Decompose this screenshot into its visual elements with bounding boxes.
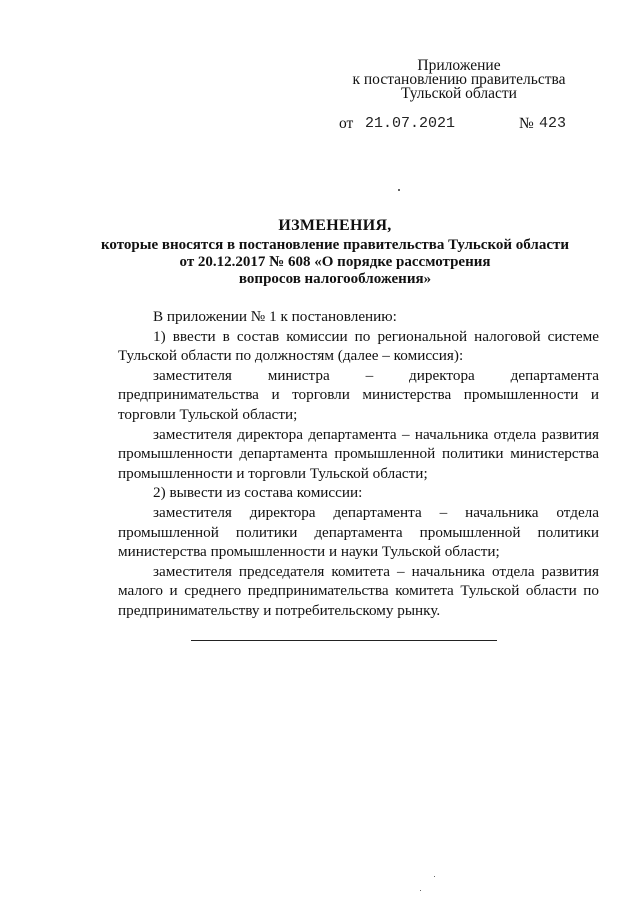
title-line-3: вопросов налогообложения» xyxy=(238,271,432,287)
title-main: ИЗМЕНЕНИЯ, xyxy=(278,217,392,234)
body-intro: В приложении № 1 к постановлению: xyxy=(153,308,397,325)
scan-speck xyxy=(398,189,400,191)
number-sign: № xyxy=(519,115,534,132)
document-title xyxy=(80,217,590,288)
scan-speck xyxy=(420,890,421,891)
resolution-number: 423 xyxy=(539,115,567,132)
appendix-header xyxy=(344,59,574,101)
body-item-1-a: заместителя министра – директора департамента предпринимательства и торговли министерства промышленности и торговли Тульской области; xyxy=(118,366,599,423)
appendix-line-3: Тульской области xyxy=(401,85,517,102)
title-line-2: от 20.12.2017 № 608 «О порядке рассмотрения xyxy=(179,254,491,270)
title-line-1: которые вносятся в постановление правительства Тульской области xyxy=(100,237,570,253)
closing-rule xyxy=(191,640,497,641)
document-body xyxy=(118,307,599,621)
body-item-1: 1) ввести в состав комиссии по региональной налоговой системе Тульской области по должностям (далее – комиссия): xyxy=(118,327,599,365)
body-item-1-b: заместителя директора департамента – начальника отдела развития промышленности департамента промышленной политики министерства промышленности и торговли Тульской области; xyxy=(118,425,599,482)
resolution-date: 21.07.2021 xyxy=(365,115,456,132)
scan-speck xyxy=(434,876,435,877)
body-item-2-b: заместителя председателя комитета – начальника отдела развития малого и среднего предпринимательства комитета Тульской области по предпринимательству и потребительскому рынку. xyxy=(118,562,599,619)
body-item-2-a: заместителя директора департамента – начальника отдела промышленной политики департамента промышленной политики министерства промышленности и науки Тульской области; xyxy=(118,503,599,561)
date-prefix: от xyxy=(339,115,354,132)
appendix-line-1: Приложение xyxy=(417,57,501,74)
appendix-line-2: к постановлению правительства xyxy=(352,71,566,88)
body-item-2: 2) вывести из состава комиссии: xyxy=(153,484,363,502)
